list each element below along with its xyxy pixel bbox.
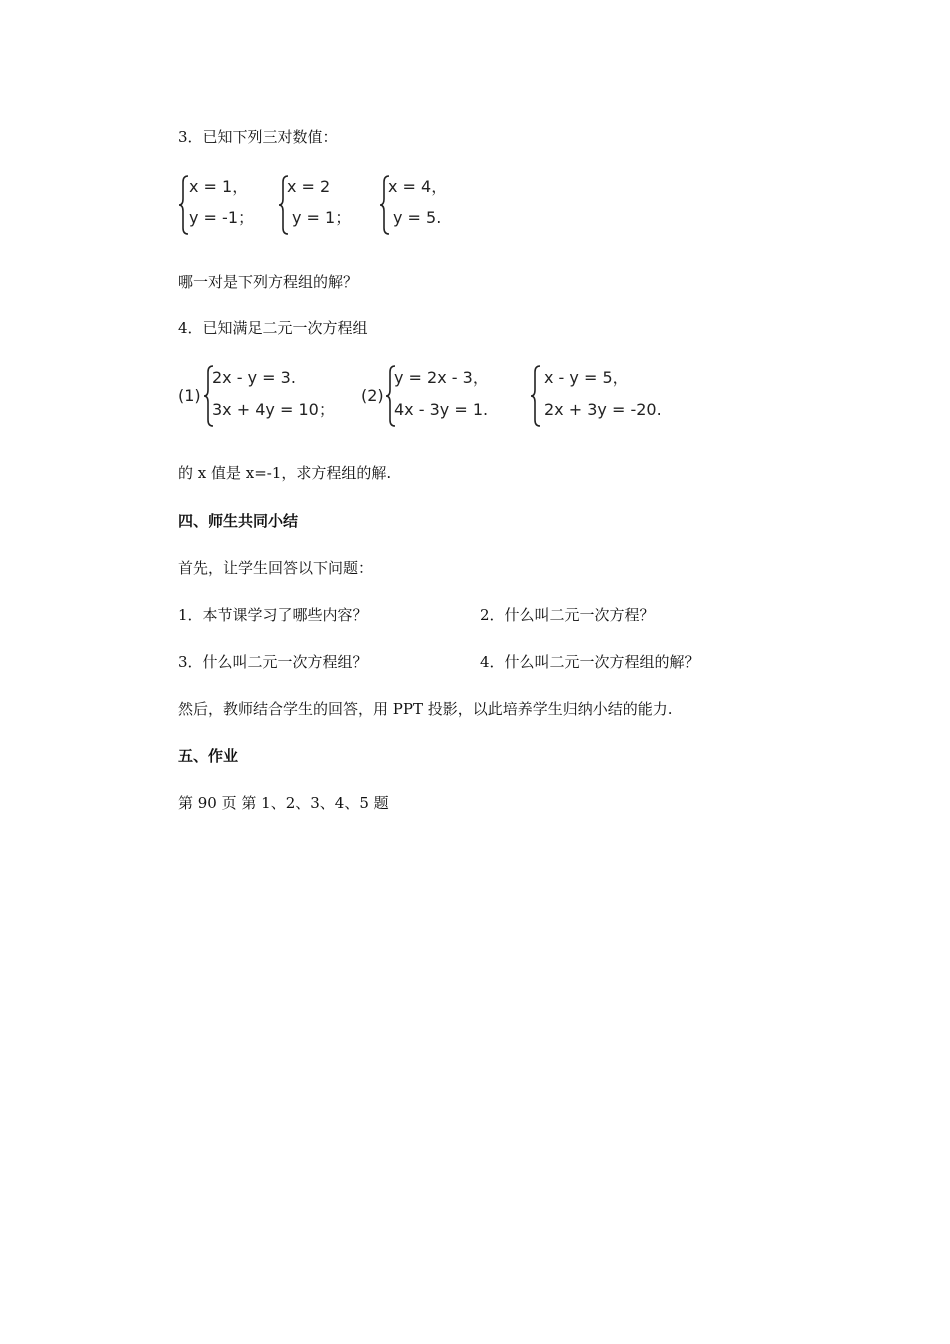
system-1-label: (1) — [178, 386, 201, 405]
q4-tail: 的 x 值是 x=-1，求方程组的解. — [178, 464, 392, 482]
q3-title: 3．已知下列三对数值： — [178, 128, 338, 146]
equation-system-3 — [530, 364, 680, 428]
pair-3-line-1: x = 4， — [388, 177, 448, 196]
section-4-heading: 四、师生共同小结 — [178, 512, 299, 530]
system-2-line-1: y = 2x - 3， — [394, 368, 489, 387]
pair-1-line-1: x = 1， — [189, 177, 249, 196]
left-brace-icon — [530, 364, 542, 428]
pair-1-line-2: y = -1； — [189, 208, 255, 227]
pair-3-line-2: y = 5. — [393, 208, 442, 227]
section-5-heading: 五、作业 — [178, 747, 239, 765]
review-question-3: 3．什么叫二元一次方程组？ — [178, 653, 368, 671]
q4-title: 4．已知满足二元一次方程组 — [178, 319, 368, 337]
system-2-line-2: 4x - 3y = 1. — [394, 400, 489, 419]
homework-assignment: 第 90 页 第 1、2、3、4、5 题 — [178, 794, 389, 812]
q3-question: 哪一对是下列方程组的解？ — [178, 273, 359, 291]
value-pair-3 — [379, 174, 469, 236]
review-question-1: 1．本节课学习了哪些内容？ — [178, 606, 368, 624]
pair-2-line-1: x = 2 — [287, 177, 331, 196]
pair-2-line-2: y = 1； — [292, 208, 352, 227]
system-3-line-2: 2x + 3y = -20. — [544, 400, 662, 419]
review-question-2: 2．什么叫二元一次方程？ — [480, 606, 655, 624]
review-question-4: 4．什么叫二元一次方程组的解？ — [480, 653, 700, 671]
equation-system-2 — [361, 364, 511, 428]
value-pair-2 — [278, 174, 368, 236]
section-4-outro: 然后，教师结合学生的回答，用 PPT 投影，以此培养学生归纳小结的能力. — [178, 700, 673, 718]
section-4-intro: 首先，让学生回答以下问题： — [178, 559, 374, 577]
equation-system-1 — [178, 364, 338, 428]
value-pair-1 — [178, 174, 268, 236]
system-1-line-1: 2x - y = 3. — [212, 368, 296, 387]
system-1-line-2: 3x + 4y = 10； — [212, 400, 335, 419]
system-3-line-1: x - y = 5， — [544, 368, 629, 387]
system-2-label: (2) — [361, 386, 384, 405]
